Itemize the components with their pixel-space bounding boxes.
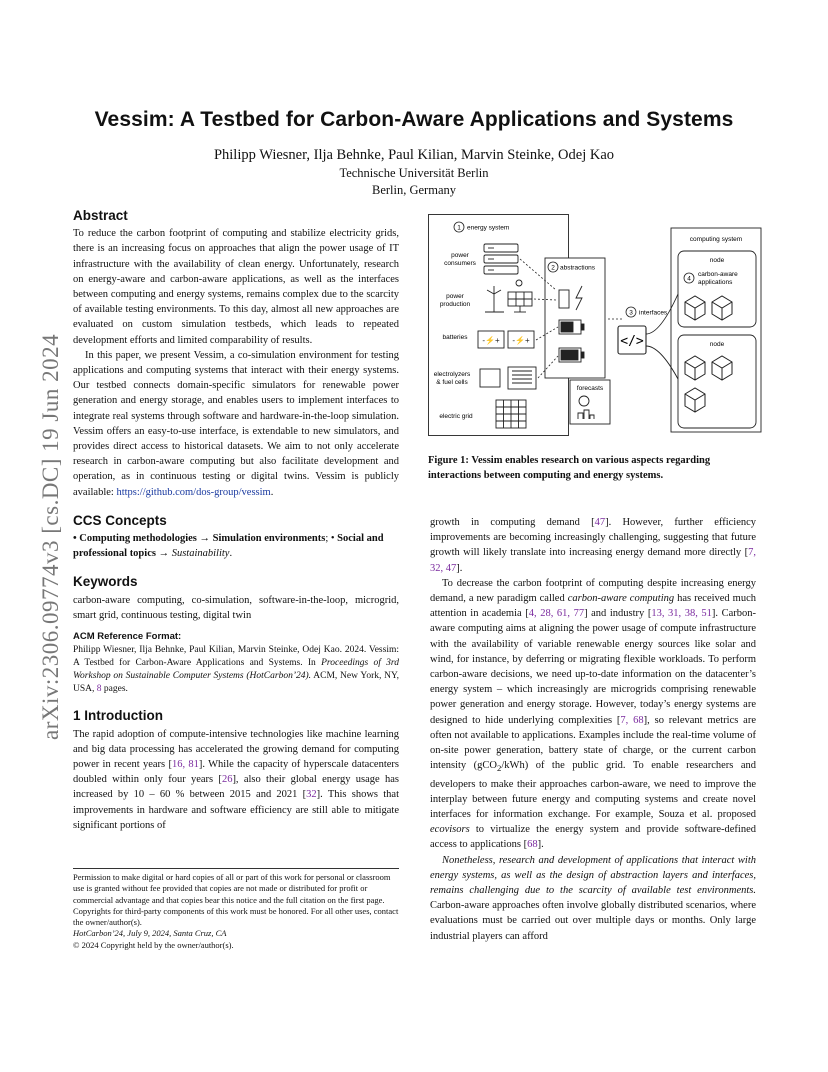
solar-panel-icon (508, 280, 532, 312)
abstractions-label: abstractions (560, 264, 596, 272)
acm-reference (73, 631, 399, 696)
right-paragraph-3: Nonetheless, research and development of applications that interact with energy systems, as well as the design of abstraction layers and interfaces, remains challenging due to the scarcity of available test environments. Carbon-aware approaches often involve globally distributed scenarios, where evaluations must be carried out over multiple days or months. Only large industrial players can afford (430, 854, 756, 942)
venue-line: HotCarbon’24, July 9, 2024, Santa Cruz, CA (73, 928, 227, 939)
power-consumers-label-1: power (451, 252, 469, 259)
right-column (430, 515, 756, 944)
keywords-heading: Keywords (73, 574, 138, 590)
forecasts-label: forecasts (576, 385, 604, 392)
power-consumers-label-2: consumers (444, 260, 476, 267)
interface-connectors (646, 294, 678, 379)
step-2-number: 2 (551, 264, 555, 272)
carbon-aware-label-2: applications (698, 279, 733, 286)
abstract-paragraph-2: In this paper, we present Vessim, a co-simulation environment for testing applications and computing systems that interact with their energy systems. Our testbed connects domain-specific simulators for renewable power generation and energy storage, and enables users to implement interfaces to integrate real systems through software and hardware-in-the-loop simulation. Vessim offers an easy-to-use interface, is extendable to new simulators, and provides direct access to historical datasets. We aim to not only accelerate research in carbon-aware computing but also facilitate development and operation, as in continuous testing or digital twins. Vessim is publicly available: https://github.com/dos-group/vessim. (73, 349, 399, 498)
step-4-number: 4 (687, 275, 691, 283)
power-production-label-1: power (446, 293, 464, 300)
node-2-box (678, 335, 756, 428)
node-1-label: node (709, 257, 725, 264)
electric-grid-label: electric grid (439, 413, 473, 420)
figure-caption: Figure 1: Vessim enables research on various aspects regarding interactions between computing and energy systems. (428, 455, 711, 481)
electrolyzers-label-1: electrolyzers (433, 371, 471, 378)
figure-1 (428, 214, 762, 436)
ccs-concepts: • Computing methodologies → Simulation environments; • Social and professional topics → Sustainability. (73, 533, 384, 560)
interfaces-label: interfaces (639, 309, 668, 317)
permission-text: Permission to make digital or hard copies of all or part of this work for personal or classroom use is granted without fee provided that copies are not made or distributed for profit or commercial advantage and that copies bear this notice and the full citation on the first page. Copyrights for third-party components of this work must be honored. For all other uses, contact the owner/author(s). (73, 872, 399, 928)
arxiv-stamp: arXiv:2306.09774v3 [cs.DC] 19 Jun 2024 (38, 333, 63, 740)
left-column (73, 208, 399, 833)
electric-grid-icon (496, 400, 526, 428)
location: Berlin, Germany (371, 183, 456, 197)
energy-system-label: energy system (467, 224, 510, 232)
keywords-text: carbon-aware computing, co-simulation, software-in-the-loop, microgrid, smart grid, continuous testing, digital twin (73, 594, 399, 621)
electrolyzers-label-2: & fuel cells (436, 379, 468, 386)
footnote-rule (73, 868, 399, 869)
right-paragraph-2: To decrease the carbon footprint of computing despite increasing energy demand, a new paradigm called carbon-aware computing has received much attention in academia [4, 28, 61, 77] and industry [13, 31, 38, 51]. Carbon-aware computing aims at aligning the power usage of compute infrastructure with the availability of variable renewable energy sources like solar and wind, for instance, by deferring or migrating flexible workloads. To perform carbon-aware decisions, we need up-to-date information on the datacenter’s energy system – which increasingly are microgrids comprising renewable power generation and energy storage. However, today’s energy systems are designed to hide underlying complexities [7, 68], so relevant metrics are often not available to applications. Examples include the real-time volume of on-site power generation, battery state of charge, or the current carbon intensity (gCO$_2$/kWh) of the public grid. To enable researchers and developers to make their approaches carbon-aware, we need to improve the interplay between future energy and computing systems and create novel interfaces for information exchange. For example, Souza et al. proposed ecovisors to virtualize the energy system and provide software-defined access to applications [68]. (430, 577, 757, 851)
electrolyzer-icon (480, 367, 536, 389)
affiliation: Technische Universität Berlin (339, 166, 489, 180)
github-link[interactable]: https://github.com/dos-group/vessim (116, 486, 271, 498)
svg-text:-⚡+: -⚡+ (482, 336, 500, 345)
step-3-number: 3 (629, 309, 633, 317)
battery-icon (478, 331, 534, 348)
acm-reference-text: Philipp Wiesner, Ilja Behnke, Paul Kilian, Marvin Steinke, Odej Kao. 2024. Vessim: A Testbed for Carbon-Aware Applications and Systems. In Proceedings of 3rd Workshop on Sustainable Computer Systems (HotCarbon’24). ACM, New York, NY, USA, 8 pages. (73, 645, 399, 695)
computing-system-label: computing system (689, 236, 743, 243)
permission-block (73, 868, 399, 951)
code-glyph: </> (620, 334, 644, 349)
batteries-label: batteries (442, 334, 468, 341)
power-production-label-2: production (439, 301, 471, 308)
copyright-line: © 2024 Copyright held by the owner/author(s). (73, 939, 234, 950)
figure-1-diagram (428, 214, 762, 436)
container-cube-icons (685, 296, 732, 412)
paper-title: Vessim: A Testbed for Carbon-Aware Applications and Systems (94, 108, 734, 131)
svg-text:-⚡+: -⚡+ (512, 336, 530, 345)
intro-paragraph: The rapid adoption of compute-intensive technologies like machine learning and big data processing has accelerated the growing demand for computing power in recent years [16, 81]. While the capacity of hyperscale datacenters doubled within only four years [26], also their global energy usage has increased by 10 – 60 % between 2015 and 2021 [32]. This shows that improvements in hardware and software efficiency are still able to mitigate significant portions of (73, 728, 400, 831)
node-2-label: node (709, 341, 725, 348)
abstract-heading: Abstract (73, 208, 128, 223)
author-list: Philipp Wiesner, Ilja Behnke, Paul Kilian, Marvin Steinke, Odej Kao (213, 147, 615, 163)
ccs-heading: CCS Concepts (73, 512, 167, 528)
step-1-number: 1 (457, 224, 461, 232)
wind-turbine-icon (485, 286, 504, 312)
server-icon (484, 244, 518, 274)
carbon-aware-label-1: carbon-aware (698, 271, 738, 278)
right-paragraph-1: growth in computing demand [47]. However, further efficiency improvements are becoming increasingly challenging, suggesting that future growth will likely translate into increasing energy demand more directly [7, 32, 47]. (430, 517, 757, 574)
acm-reference-heading: ACM Reference Format: (73, 631, 182, 643)
abstract-paragraph-1: To reduce the carbon footprint of computing and stabilize electricity grids, there is an increasing focus on approaches that align the power usage of IT infrastructure with the availability of clean energy. Unfortunately, research on energy-aware and carbon-aware applications, as well as the interfaces between computing and energy systems, remains complex due to the scarcity of available testing environments. To this day, almost all new approaches are evaluated on custom simulation testbeds, which leads to repeated development efforts and limited comparability of results. (73, 228, 399, 346)
introduction-heading: 1 Introduction (73, 708, 163, 724)
